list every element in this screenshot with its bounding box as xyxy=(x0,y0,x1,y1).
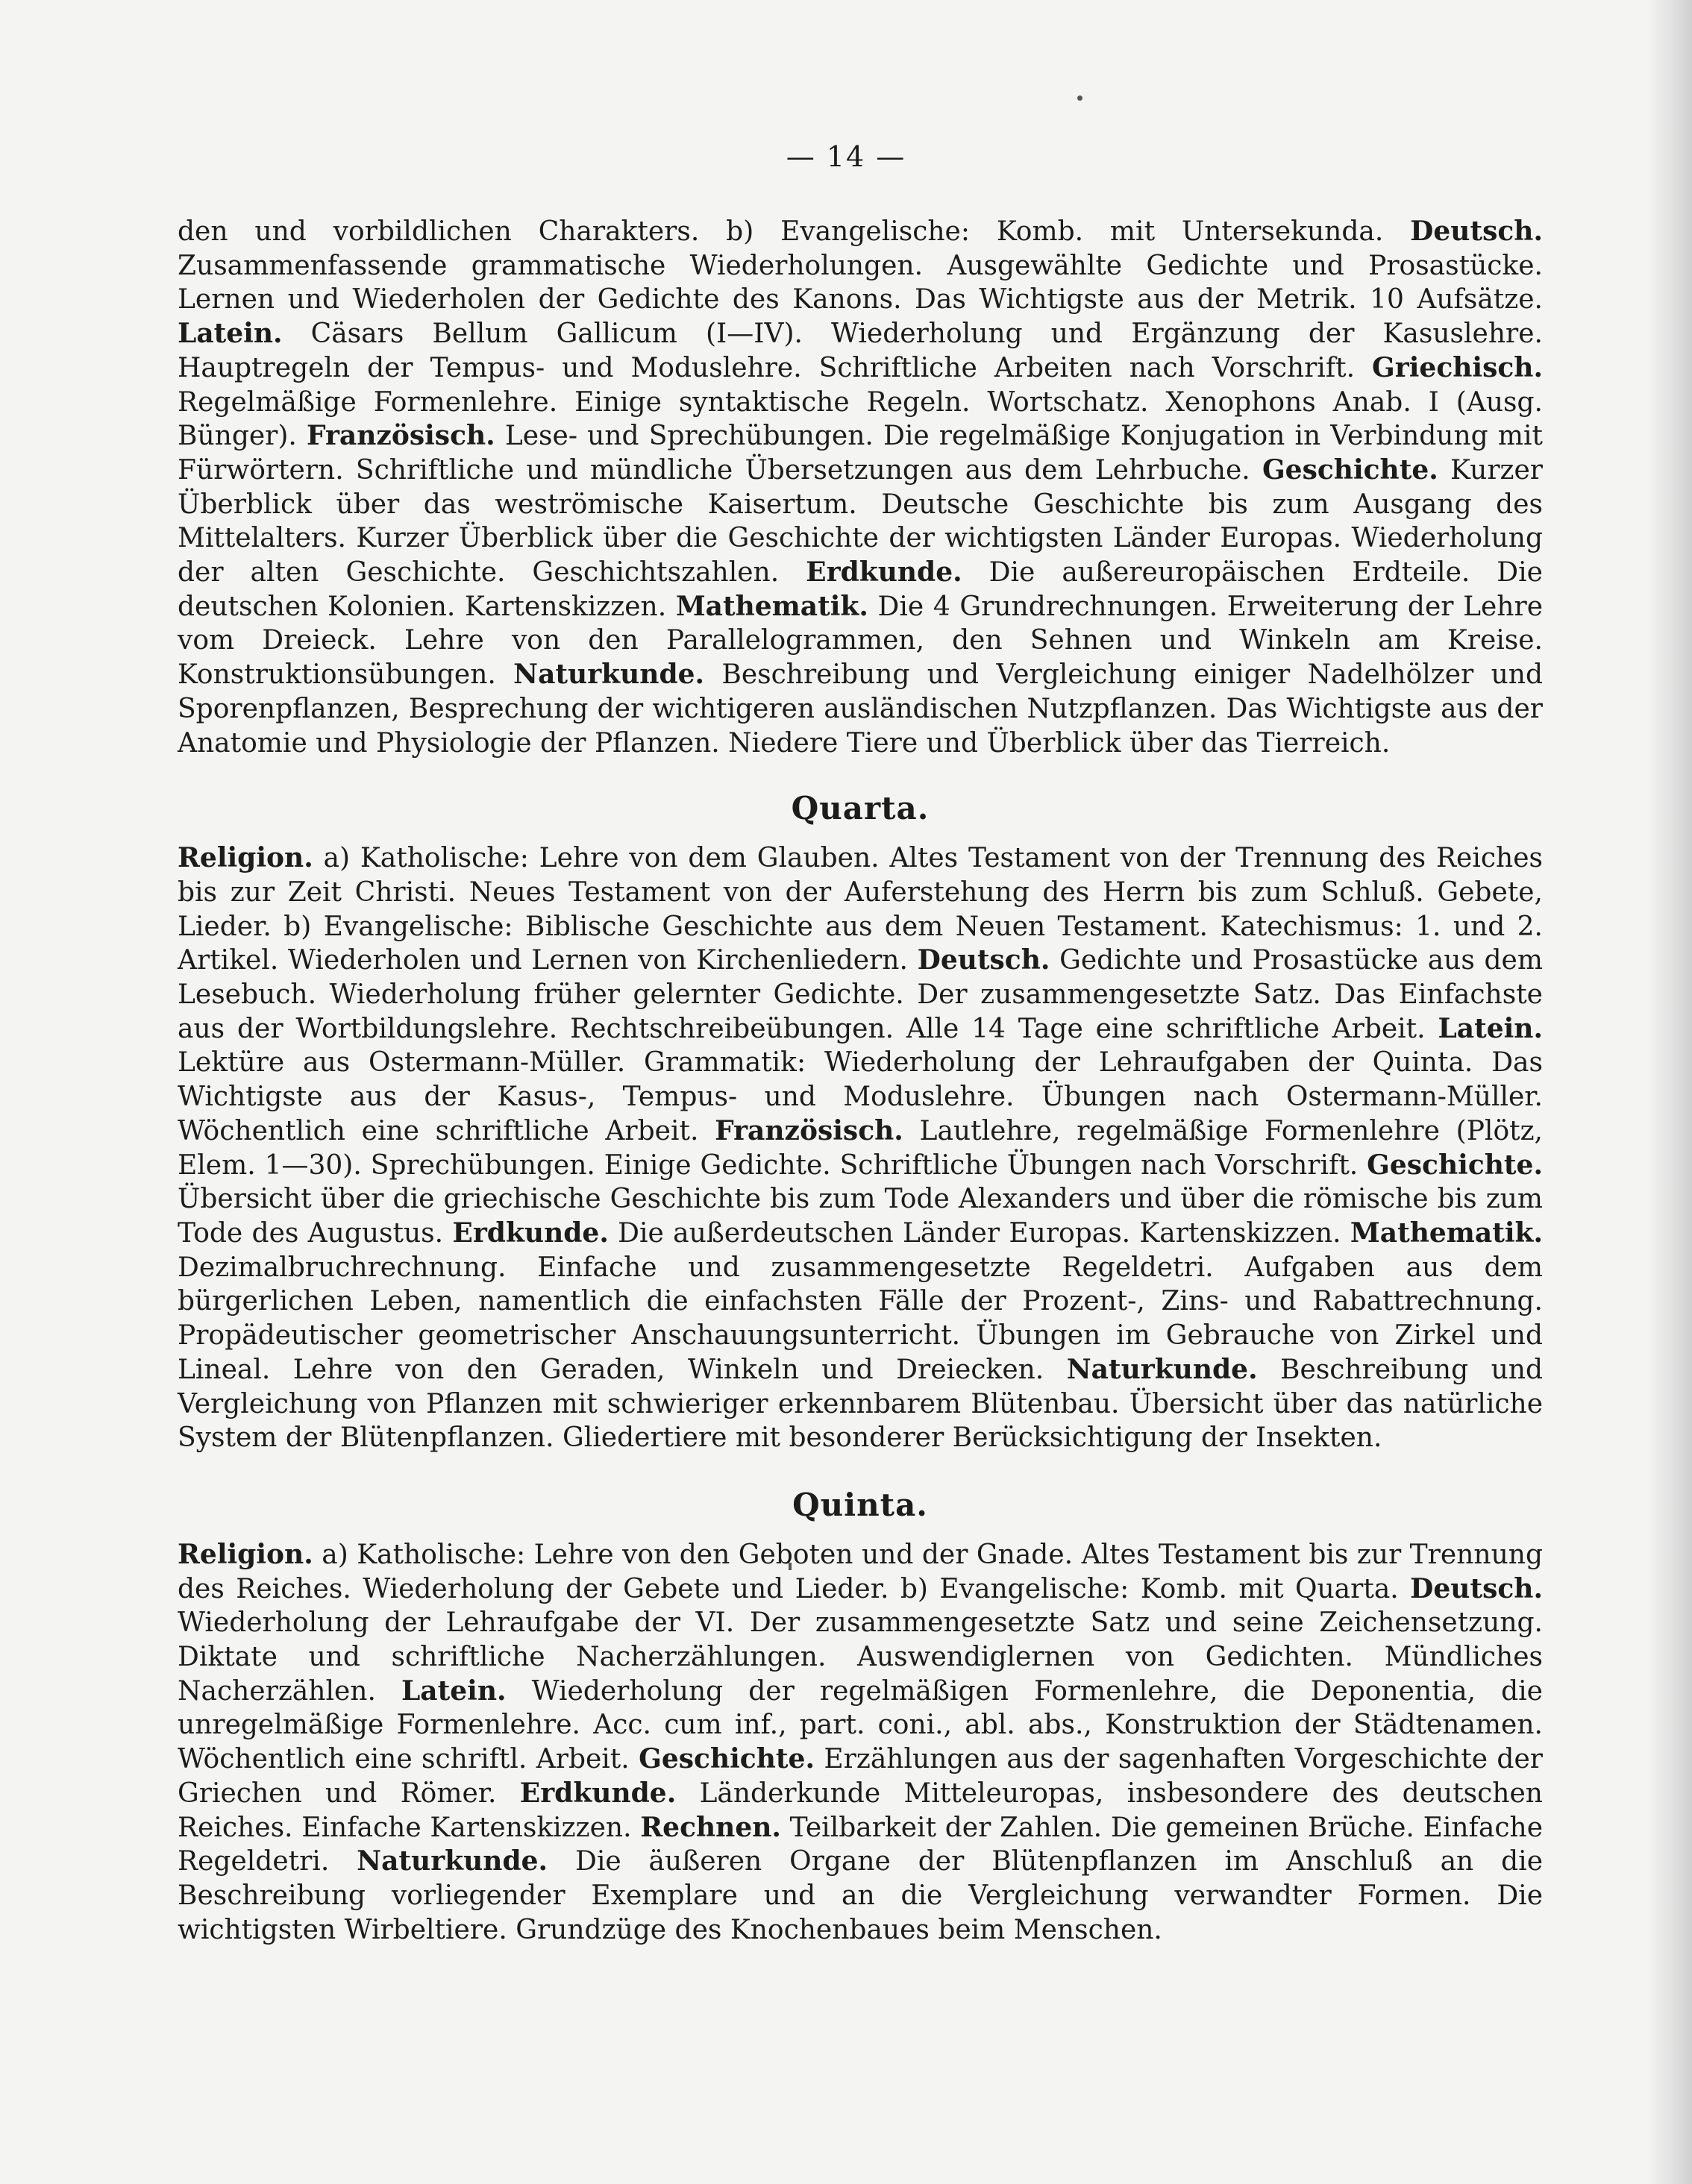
text-run: Cäsars Bellum Gallicum (I—IV). Wiederholung und Ergänzung der Kasuslehre. Hauptregeln der Tempus- und Moduslehre. Schriftliche Arbeiten nach Vorschrift. xyxy=(178,318,1543,383)
subject-label: Erdkunde. xyxy=(519,1777,677,1809)
text-run: Lektüre aus Ostermann-Müller. Grammatik: Wiederholung der Lehraufgaben der Quinta. Das Wichtigste aus der Kasus-, Tempus- und Moduslehre. Übungen nach Ostermann-Müller. Wöchentlich eine schriftliche Arbeit. xyxy=(178,1047,1543,1146)
page-body xyxy=(178,215,1543,1947)
text-run: Lautlehre, regelmäßige Formenlehre (Plötz, Elem. 1—30). Sprechübungen. Einige Gedichte. Schriftliche Übungen nach Vorschrift. xyxy=(178,1115,1543,1181)
subject-label: Französisch. xyxy=(307,420,495,452)
text-run: Die außerdeutschen Länder Europas. Kartenskizzen. xyxy=(608,1217,1350,1249)
text-run: Wiederholung der Lehraufgabe der VI. Der zusammengesetzte Satz und seine Zeichensetzung. Diktate und schriftliche Nacherzählungen. Auswendiglernen von Gedichten. Mündliches Nacherzählen. xyxy=(178,1607,1543,1707)
text-run: Erzählungen aus der sagenhaften Vorgeschichte der Griechen und Römer. xyxy=(178,1744,1543,1809)
text-run: a) Katholische: Lehre von den Geboten und der Gnade. Altes Testament bis zur Trennung des Reiches. Wiederholung der Gebete und Lieder. b) Evangelische: Komb. mit Quarta. xyxy=(178,1539,1543,1604)
subject-label: Naturkunde. xyxy=(357,1845,548,1877)
scan-speck xyxy=(1077,95,1082,101)
subject-label: Latein. xyxy=(178,318,283,350)
text-run: Übersicht über die griechische Geschichte bis zum Tode Alexanders und über die römische bis zum Tode des Augustus. xyxy=(178,1184,1543,1249)
subject-label: Französisch. xyxy=(715,1114,903,1146)
subject-label: Deutsch. xyxy=(1410,1572,1543,1604)
subject-label: Religion. xyxy=(178,1538,313,1570)
text-run: Zusammenfassende grammatische Wiederholungen. Ausgewählte Gedichte und Prosastücke. Lernen und Wiederholen der Gedichte des Kanons. Das Wichtigste aus der Metrik. 10 Aufsätze. xyxy=(178,250,1543,316)
paragraph xyxy=(178,841,1543,1455)
page-number: — 14 — xyxy=(786,140,906,173)
text-run: Die äußeren Organe der Blütenpflanzen im Anschluß an die Beschreibung vorliegender Exemplare und an die Vergleichung verwandter Formen. Die wichtigsten Wirbeltiere. Grundzüge des Knochenbaues beim Menschen. xyxy=(178,1846,1543,1945)
subject-label: Latein. xyxy=(401,1675,507,1707)
text-run: Wiederholung der regelmäßigen Formenlehre, die Deponentia, die unregelmäßige Formenlehre. Acc. cum inf., part. coni., abl. abs., Konstruktion der Städtenamen. Wöchentlich eine schriftl. Arbeit. xyxy=(178,1675,1543,1775)
subject-label: Mathematik. xyxy=(1350,1217,1543,1249)
text-run: Beschreibung und Vergleichung einiger Nadelhölzer und Sporenpflanzen, Besprechung der wichtigeren ausländischen Nutzpflanzen. Das Wichtigste aus der Anatomie und Physiologie der Pflanzen. Niedere Tiere und Überblick über das Tierreich. xyxy=(178,659,1543,759)
section-heading: Quinta. xyxy=(792,1486,928,1523)
text-run: a) Katholische: Lehre von dem Glauben. Altes Testament von der Trennung des Reiches bis zur Zeit Christi. Neues Testament von der Auferstehung des Herrn bis zum Schluß. Gebete, Lieder. b) Evangelische: Biblische Geschichte aus dem Neuen Testament. Katechismus: 1. und 2. Artikel. Wiederholen und Lernen von Kirchenliedern. xyxy=(178,843,1543,976)
text-run: Lese- und Sprechübungen. Die regelmäßige Konjugation in Verbindung mit Fürwörtern. Schriftliche und mündliche Übersetzungen aus dem Lehrbuche. xyxy=(178,421,1543,486)
subject-label: Geschichte. xyxy=(1367,1149,1543,1181)
text-run: Regelmäßige Formenlehre. Einige syntaktische Regeln. Wortschatz. Xenophons Anab. I (Ausg. Bünger). xyxy=(178,386,1543,452)
subject-label: Religion. xyxy=(178,842,313,874)
text-run: Die außereuropäischen Erdteile. Die deutschen Kolonien. Kartenskizzen. xyxy=(178,557,1543,622)
subject-label: Naturkunde. xyxy=(513,659,705,691)
text-run: Kurzer Überblick über das weströmische Kaisertum. Deutsche Geschichte bis zum Ausgang des Mittelalters. Kurzer Überblick über die Geschichte der wichtigsten Länder Europas. Wiederholung der alten Geschichte. Geschichtszahlen. xyxy=(178,454,1544,589)
subject-label: Griechisch. xyxy=(1372,351,1543,383)
subject-label: Geschichte. xyxy=(639,1743,815,1775)
text-run: Teilbarkeit der Zahlen. Die gemeinen Brüche. Einfache Regeldetri. xyxy=(178,1812,1543,1877)
subject-label: Naturkunde. xyxy=(1066,1353,1258,1385)
subject-label: Mathematik. xyxy=(675,590,868,622)
subject-label: Latein. xyxy=(1438,1012,1543,1044)
text-run: Gedichte und Prosastücke aus dem Lesebuch. Wiederholung früher gelernter Gedichte. Der zusammengesetzte Satz. Das Einfachste aus der Wortbildungslehre. Rechtschreibeübungen. Alle 14 Tage eine schriftliche Arbeit. xyxy=(178,945,1543,1044)
paragraph xyxy=(178,1538,1543,1947)
subject-label: Deutsch. xyxy=(1410,216,1543,247)
subject-label: Erdkunde. xyxy=(806,556,962,589)
text-run: Beschreibung und Vergleichung von Pflanzen mit schwieriger erkennbarem Blütenbau. Übersicht über das natürliche System der Blütenpflanzen. Gliedertiere mit besonderer Berücksichtigung der Insekten. xyxy=(178,1354,1543,1454)
text-run: Die 4 Grundrechnungen. Erweiterung der Lehre vom Dreieck. Lehre von den Parallelogrammen, den Sehnen und Winkeln am Kreise. Konstruktionsübungen. xyxy=(178,591,1544,691)
text-run: den und vorbildlichen Charakters. b) Evangelische: Komb. mit Untersekunda. xyxy=(178,216,1411,247)
text-run: Länderkunde Mitteleuropas, insbesondere des deutschen Reiches. Einfache Kartenskizzen. xyxy=(178,1777,1543,1843)
paragraph xyxy=(178,215,1543,760)
subject-label: Geschichte. xyxy=(1262,454,1438,486)
section-heading: Quarta. xyxy=(791,790,930,827)
subject-label: Deutsch. xyxy=(917,944,1050,976)
subject-label: Rechnen. xyxy=(640,1811,781,1843)
subject-label: Erdkunde. xyxy=(452,1217,609,1249)
text-run: Dezimalbruchrechnung. Einfache und zusammengesetzte Regeldetri. Aufgaben aus dem bürgerlichen Leben, namentlich die einfachsten Fälle der Prozent-, Zins- und Rabattrechnung. Propädeutischer geometrischer Anschauungsunterricht. Übungen im Gebrauche von Zirkel und Lineal. Lehre von den Geraden, Winkeln und Dreiecken. xyxy=(178,1252,1543,1385)
